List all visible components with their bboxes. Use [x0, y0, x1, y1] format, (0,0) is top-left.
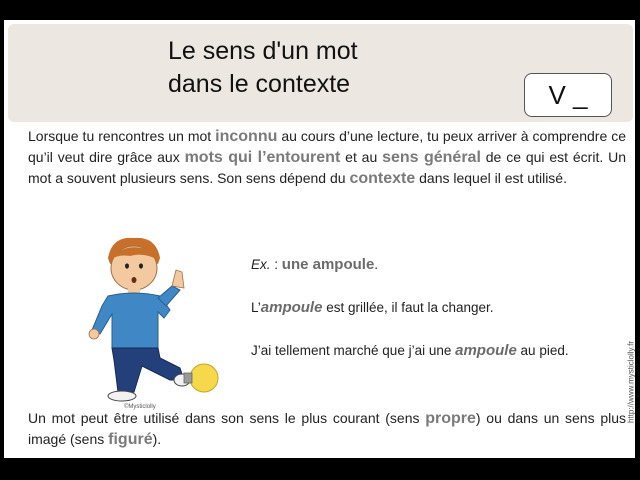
intro-text-1: Lorsque tu rencontres un mot [28, 128, 216, 144]
lesson-code-badge: V _ [524, 73, 612, 117]
example-word: une ampoule [281, 256, 375, 273]
sentence-2-keyword: ampoule [455, 342, 517, 359]
page-title [168, 35, 358, 101]
conclusion-paragraph [28, 408, 626, 450]
sentence-1-post: est grillée, il faut la changer. [322, 300, 494, 315]
keyword-propre: propre [425, 410, 476, 427]
conclusion-text-1: Un mot peut être utilisé dans son sens le plus courant (sens [28, 410, 426, 426]
example-heading [251, 256, 378, 273]
keyword-inconnu: inconnu [215, 128, 278, 145]
title-line-1: Le sens d'un mot [168, 37, 358, 65]
example-sentence-1 [251, 299, 494, 316]
example-separator: : [270, 257, 282, 272]
intro-paragraph [28, 126, 626, 189]
example-sentence-2 [251, 342, 569, 359]
keyword-sens-general: sens général [382, 149, 481, 166]
conclusion-text-3: ). [152, 431, 162, 447]
source-url-vertical [624, 315, 638, 449]
sentence-2-post: au pied. [516, 343, 569, 358]
intro-text-4: de ce qui est écrit. Un mot a souvent plusieurs sens. Son sens dépend du [28, 149, 626, 186]
sentence-2-pre: J’ai tellement marché que j’ai une [251, 343, 456, 358]
boy-with-lightbulb-illustration [72, 230, 232, 410]
header-banner [8, 24, 633, 122]
intro-text-5: dans lequel il est utilisé. [415, 170, 567, 186]
sentence-1-keyword: ampoule [260, 299, 323, 316]
keyword-figure: figuré [108, 431, 153, 448]
illustration-signature: ©Mysticlolly [124, 404, 156, 410]
intro-text-3: et au [340, 149, 383, 165]
keyword-contexte: contexte [349, 170, 416, 187]
example-label: Ex. [251, 257, 271, 272]
example-dot: . [374, 257, 379, 272]
keyword-mots-qui-entourent: mots qui l’entourent [184, 149, 341, 166]
source-url-text: http://www.mysticlolly.fr [626, 340, 636, 424]
intro-text-2: au cours d’une lecture, tu peux arriver à comprendre ce qu’il veut dire grâce aux [28, 128, 626, 165]
sentence-1-pre: L’ [251, 300, 261, 315]
worksheet-page [4, 20, 635, 458]
conclusion-text-2: ) ou dans un sens plus imagé (sens [28, 410, 626, 447]
title-line-2: dans le contexte [168, 70, 351, 98]
